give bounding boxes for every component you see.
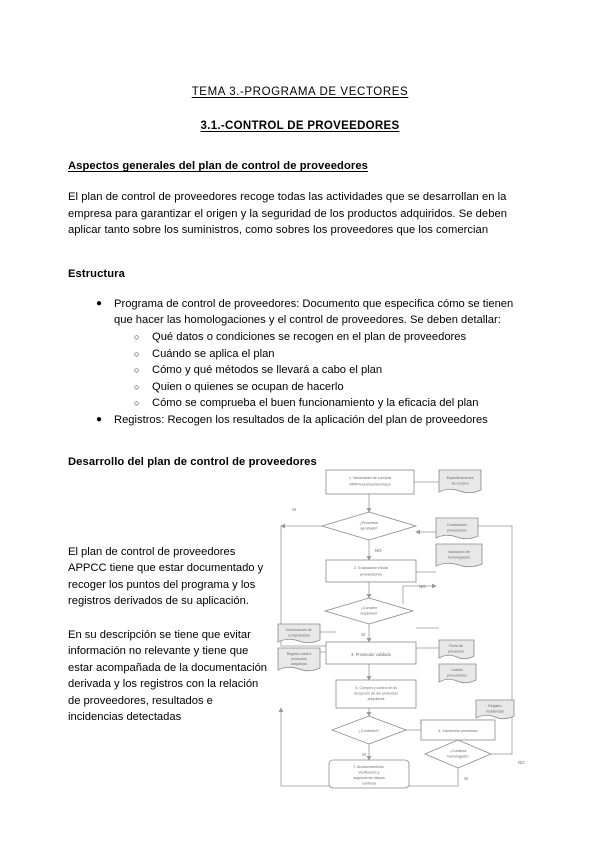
svg-text:proveedores: proveedores bbox=[447, 673, 467, 678]
page-subtitle: 3.1.-CONTROL DE PROVEEDORES bbox=[200, 120, 400, 132]
svg-text:proveedores: proveedores bbox=[360, 571, 382, 577]
flow-document-1 bbox=[439, 470, 481, 493]
svg-text:proveedor: proveedor bbox=[447, 649, 465, 654]
bullet-hollow-icon: ○ bbox=[134, 381, 140, 392]
section-paragraph-aspectos: El plan de control de proveedores recoge todas las actividades que se desarrollan en la empresa para garantizar el origen y la seguridad de los productos adquiridos. Se deben aplicar tanto sobre los suministros, como sobres los proveedores que los comercian bbox=[68, 191, 508, 237]
flow-document-2 bbox=[436, 518, 478, 539]
bullet-hollow-icon: ○ bbox=[134, 331, 140, 342]
svg-text:proveedores: proveedores bbox=[447, 528, 467, 533]
flow-label-si-2: SI bbox=[361, 631, 366, 637]
svg-text:adquiridos: adquiridos bbox=[367, 696, 385, 701]
svg-text:productos: productos bbox=[291, 656, 307, 661]
estructura-list bbox=[68, 280, 532, 429]
svg-text:¿Proveedor: ¿Proveedor bbox=[359, 520, 379, 525]
list-item-label: Quien o quienes se ocupan de hacerlo bbox=[152, 380, 344, 393]
svg-text:Registro control: Registro control bbox=[286, 651, 312, 656]
flow-decision-4 bbox=[425, 740, 525, 781]
svg-text:6. Incidencia proveedor: 6. Incidencia proveedor bbox=[438, 728, 478, 733]
svg-text:Instrucciones de: Instrucciones de bbox=[286, 627, 312, 632]
flow-label-si-3: SI bbox=[362, 751, 367, 757]
list-item bbox=[68, 412, 532, 429]
svg-text:Cuestionario: Cuestionario bbox=[446, 522, 468, 527]
svg-text:requisitos?: requisitos? bbox=[360, 611, 378, 616]
flow-node-6 bbox=[421, 720, 495, 740]
bullet-hollow-icon: ○ bbox=[134, 365, 140, 376]
svg-text:Ficha de: Ficha de bbox=[449, 643, 463, 648]
flow-label-no-2: NO bbox=[419, 583, 426, 589]
svg-text:homologado?: homologado? bbox=[447, 754, 469, 759]
svg-text:4. Compra y control en la: 4. Compra y control en la bbox=[355, 685, 397, 690]
list-item-label: Qué datos o condiciones se recogen en el plan de proveedores bbox=[152, 330, 467, 343]
svg-text:seguimiento mejora: seguimiento mejora bbox=[353, 775, 385, 780]
flow-node-1-label-line1: 1. Necesidad de compra bbox=[348, 474, 392, 480]
svg-text:de compra: de compra bbox=[451, 481, 469, 486]
flow-label-no-4: NO bbox=[518, 759, 525, 765]
flow-decision-2 bbox=[325, 584, 426, 637]
flow-label-si-1: SI bbox=[292, 506, 297, 512]
list-item-label: Cómo y qué métodos se llevará a cabo el plan bbox=[152, 364, 383, 377]
svg-text:Especificaciones: Especificaciones bbox=[446, 475, 474, 480]
list-item bbox=[114, 362, 532, 379]
bullet-hollow-icon: ○ bbox=[134, 348, 140, 359]
list-item bbox=[114, 329, 532, 346]
list-item bbox=[68, 296, 532, 412]
list-item bbox=[114, 346, 532, 363]
flow-node-4 bbox=[336, 680, 416, 708]
svg-text:Verificación y: Verificación y bbox=[358, 770, 380, 775]
desarrollo-paragraph-1: El plan de control de proveedores APPCC tiene que estar documentado y recoger los puntos del programa y los registros derivados de su aplicación. bbox=[68, 545, 264, 608]
flow-decision-1 bbox=[292, 507, 416, 553]
desarrollo-text-column bbox=[68, 544, 268, 727]
flow-document-6 bbox=[476, 700, 514, 719]
svg-text:2. Evaluación inicial: 2. Evaluación inicial bbox=[353, 564, 389, 570]
flow-label-no-1: NO bbox=[375, 547, 382, 553]
section-heading-estructura: Estructura bbox=[68, 267, 125, 280]
svg-text:7. Almacenamiento,: 7. Almacenamiento, bbox=[353, 764, 385, 769]
svg-text:Listado: Listado bbox=[451, 667, 463, 672]
desarrollo-paragraph-2: En su descripción se tiene que evitar información no relevante y tiene que estar acompañada de la documentación derivada y los registros con la relación de proveedores, resultados e incidencias detectadas bbox=[68, 628, 268, 724]
svg-text:3. Proveedor validado: 3. Proveedor validado bbox=[351, 651, 391, 657]
estructura-sublist bbox=[114, 329, 532, 412]
flow-node-7 bbox=[329, 760, 409, 788]
flow-node-1-label-line2: MP/Productos/Servicios bbox=[349, 481, 391, 487]
svg-text:Registro: Registro bbox=[488, 703, 502, 708]
flow-node-3 bbox=[326, 642, 416, 664]
desarrollo-content-row bbox=[68, 468, 532, 786]
svg-text:recepción de los productos: recepción de los productos bbox=[353, 691, 399, 696]
section-heading-aspectos: Aspectos generales del plan de control de proveedores bbox=[68, 160, 368, 172]
svg-text:homologación: homologación bbox=[447, 555, 471, 560]
list-item-label: Cómo se comprueba el buen funcionamiento y la eficacia del plan bbox=[152, 397, 479, 410]
svg-text:¿Conforme?: ¿Conforme? bbox=[358, 728, 380, 733]
list-item bbox=[114, 379, 532, 396]
svg-text:adquiridos: adquiridos bbox=[290, 661, 308, 666]
flow-document-7 bbox=[278, 624, 320, 643]
svg-text:comprobación: comprobación bbox=[288, 633, 310, 638]
page-title: TEMA 3.-PROGRAMA DE VECTORES bbox=[191, 86, 409, 98]
bullet-hollow-icon: ○ bbox=[134, 398, 140, 409]
svg-text:¿Continua: ¿Continua bbox=[449, 748, 467, 753]
svg-text:continua: continua bbox=[362, 781, 376, 786]
flow-document-3 bbox=[436, 544, 482, 567]
list-item-label: Programa de control de proveedores: Documento que especifica cómo se tienen que hacer las homologaciones y el control de proveedores. Se deben detallar: bbox=[114, 297, 514, 327]
flow-label-si-4: SI bbox=[464, 775, 469, 781]
list-item-label: Registros: Recogen los resultados de la aplicación del plan de proveedores bbox=[114, 413, 488, 426]
section-heading-desarrollo: Desarrollo del plan de control de proveedores bbox=[68, 455, 317, 468]
flow-node-1 bbox=[326, 470, 414, 494]
bullet-filled-icon: ● bbox=[96, 413, 103, 425]
svg-text:incidencias: incidencias bbox=[486, 709, 504, 714]
bullet-filled-icon: ● bbox=[96, 297, 103, 309]
svg-text:¿Cumplen: ¿Cumplen bbox=[360, 605, 378, 610]
flow-document-5 bbox=[439, 664, 476, 683]
flow-node-2 bbox=[326, 560, 416, 582]
supplier-control-flowchart bbox=[276, 468, 536, 813]
svg-text:aprobado?: aprobado? bbox=[360, 526, 378, 531]
list-item bbox=[114, 395, 532, 412]
list-item-label: Cuándo se aplica el plan bbox=[152, 347, 275, 360]
flow-decision-3 bbox=[332, 716, 427, 757]
svg-text:Valoración de: Valoración de bbox=[448, 549, 470, 554]
flow-document-8 bbox=[278, 648, 320, 671]
flow-document-4 bbox=[439, 640, 474, 659]
